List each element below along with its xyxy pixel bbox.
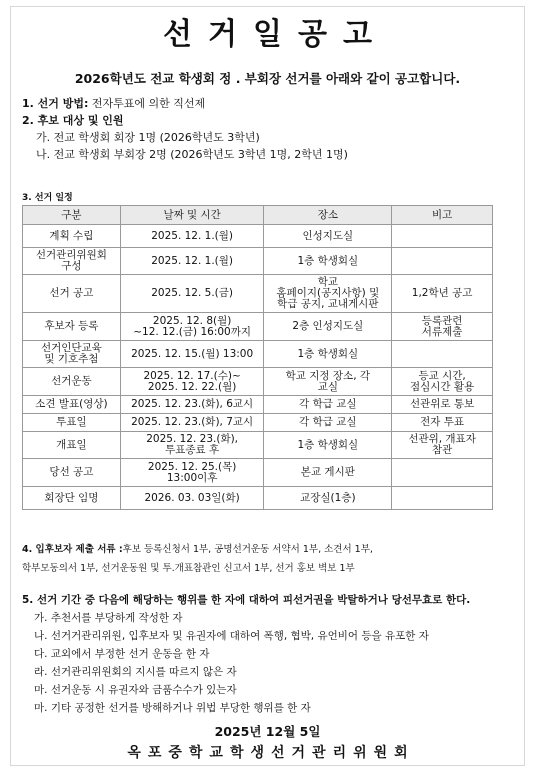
disqualification-item: 마. 선거운동 시 유권자와 금품수수가 있는자	[34, 684, 237, 696]
schedule-cell-category: 회장단 임명	[23, 487, 121, 510]
schedule-cell-datetime: 2025. 12. 17.(수)~ 2025. 12. 22.(월)	[120, 368, 264, 396]
candidate-targets-label: 2. 후보 대상 및 인원	[22, 114, 124, 127]
schedule-cell-category: 당선 공고	[23, 459, 121, 487]
schedule-cell-category: 선거운동	[23, 368, 121, 396]
schedule-cell-note: 등교 시간, 점심시간 활용	[392, 368, 493, 396]
disqualification-item: 나. 선거거관리위원, 입후보자 및 유권자에 대하여 폭행, 협박, 유언비어 등을 유포한 자	[34, 630, 429, 642]
page-subtitle: 2026학년도 전교 학생회 정 . 부회장 선거를 아래와 같이 공고합니다.	[74, 71, 461, 86]
documents-line-2: 학부모동의서 1부, 선거운동원 및 투.개표참관인 신고서 1부, 선거 홍보 벽보 1부	[22, 563, 355, 574]
table-row	[23, 225, 493, 248]
election-method-label: 1. 선거 방법:	[22, 97, 89, 110]
schedule-cell-place: 인성지도실	[264, 225, 392, 248]
election-info-section	[22, 95, 348, 163]
election-method	[22, 95, 348, 112]
schedule-cell-note	[392, 341, 493, 368]
header-note: 비고	[392, 206, 493, 225]
schedule-cell-note: 선관위로 통보	[392, 396, 493, 414]
table-row	[23, 396, 493, 414]
disqualification-item: 라. 선거관리위원회의 지시를 따르지 않은 자	[34, 666, 237, 678]
schedule-cell-place: 교장실(1층)	[264, 487, 392, 510]
schedule-cell-note: 등록관련 서류제출	[392, 313, 493, 341]
page-title: 선거일공고	[163, 17, 388, 52]
schedule-cell-note: 1,2학년 공고	[392, 275, 493, 313]
schedule-cell-category: 선거 공고	[23, 275, 121, 313]
documents-label: 4. 입후보자 제출 서류 :	[22, 544, 123, 555]
documents-section	[22, 540, 373, 578]
schedule-cell-note: 전자 투표	[392, 414, 493, 432]
schedule-cell-note: 선관위, 개표자 참관	[392, 432, 493, 459]
disqualification-item: 가. 추천서를 부당하게 작성한 자	[34, 612, 183, 624]
schedule-header-row	[23, 206, 493, 225]
schedule-cell-note	[392, 459, 493, 487]
schedule-cell-note	[392, 487, 493, 510]
schedule-cell-category: 선거인단교육 및 기호추첨	[23, 341, 121, 368]
schedule-cell-place: 학교 홈페이지(공지사항) 및 학급 공지, 교내게시판	[264, 275, 392, 313]
schedule-cell-datetime: 2025. 12. 15.(월) 13:00	[120, 341, 264, 368]
candidate-target-president: 가. 전교 학생회 회장 1명 (2026학년도 3학년)	[36, 131, 260, 144]
schedule-cell-place: 1층 학생회실	[264, 432, 392, 459]
schedule-cell-place: 본교 게시판	[264, 459, 392, 487]
schedule-cell-datetime: 2025. 12. 8(월) ~12. 12.(금) 16:00까지	[120, 313, 264, 341]
schedule-cell-note	[392, 248, 493, 275]
schedule-cell-place: 2층 인성지도실	[264, 313, 392, 341]
schedule-cell-datetime: 2025. 12. 23.(화), 투표종료 후	[120, 432, 264, 459]
table-row	[23, 275, 493, 313]
table-row	[23, 414, 493, 432]
schedule-body	[23, 225, 493, 510]
disqualification-section	[22, 591, 470, 717]
table-row	[23, 432, 493, 459]
table-row	[23, 341, 493, 368]
schedule-table	[22, 205, 493, 510]
table-row	[23, 368, 493, 396]
schedule-cell-place: 각 학급 교실	[264, 414, 392, 432]
table-row	[23, 313, 493, 341]
schedule-cell-datetime: 2026. 03. 03일(화)	[120, 487, 264, 510]
schedule-cell-category: 개표일	[23, 432, 121, 459]
election-method-value: 전자투표에 의한 직선제	[88, 97, 206, 110]
header-place: 장소	[264, 206, 392, 225]
table-row	[23, 487, 493, 510]
schedule-cell-datetime: 2025. 12. 23.(화), 7교시	[120, 414, 264, 432]
schedule-cell-datetime: 2025. 12. 1.(월)	[120, 248, 264, 275]
schedule-cell-datetime: 2025. 12. 5.(금)	[120, 275, 264, 313]
schedule-heading: 3. 선거 일정	[22, 193, 73, 203]
schedule-cell-category: 계획 수립	[23, 225, 121, 248]
table-row	[23, 248, 493, 275]
schedule-cell-place: 각 학급 교실	[264, 396, 392, 414]
schedule-cell-category: 선거관리위원회 구성	[23, 248, 121, 275]
issuing-organization: 옥포중학교학생선거관리위원회	[127, 745, 415, 761]
schedule-cell-note	[392, 225, 493, 248]
schedule-cell-category: 소견 발표(영상)	[23, 396, 121, 414]
schedule-cell-place: 학교 지정 장소, 각 교실	[264, 368, 392, 396]
schedule-cell-datetime: 2025. 12. 23.(화), 6교시	[120, 396, 264, 414]
schedule-cell-category: 후보자 등록	[23, 313, 121, 341]
disqualification-heading: 5. 선거 기간 중 다음에 해당하는 행위를 한 자에 대하여 피선거권을 박탈하거나 당선무효로 한다.	[22, 594, 471, 606]
schedule-cell-place: 1층 학생회실	[264, 341, 392, 368]
disqualification-item: 마. 기타 공정한 선거를 방해하거나 위법 부당한 행위를 한 자	[34, 702, 311, 714]
documents-line-1: 후보 등록신청서 1부, 공명선거운동 서약서 1부, 소견서 1부,	[122, 544, 373, 555]
schedule-cell-category: 투표일	[23, 414, 121, 432]
schedule-cell-place: 1층 학생회실	[264, 248, 392, 275]
schedule-cell-datetime: 2025. 12. 1.(월)	[120, 225, 264, 248]
disqualification-item: 다. 교외에서 부정한 선거 운동을 한 자	[34, 648, 210, 660]
header-datetime: 날짜 및 시간	[120, 206, 264, 225]
notice-date: 2025년 12월 5일	[214, 724, 321, 739]
candidate-target-vice: 나. 전교 학생회 부회장 2명 (2026학년도 3학년 1명, 2학년 1명)	[36, 148, 348, 161]
table-row	[23, 459, 493, 487]
header-category: 구분	[23, 206, 121, 225]
schedule-cell-datetime: 2025. 12. 25.(목) 13:00이후	[120, 459, 264, 487]
